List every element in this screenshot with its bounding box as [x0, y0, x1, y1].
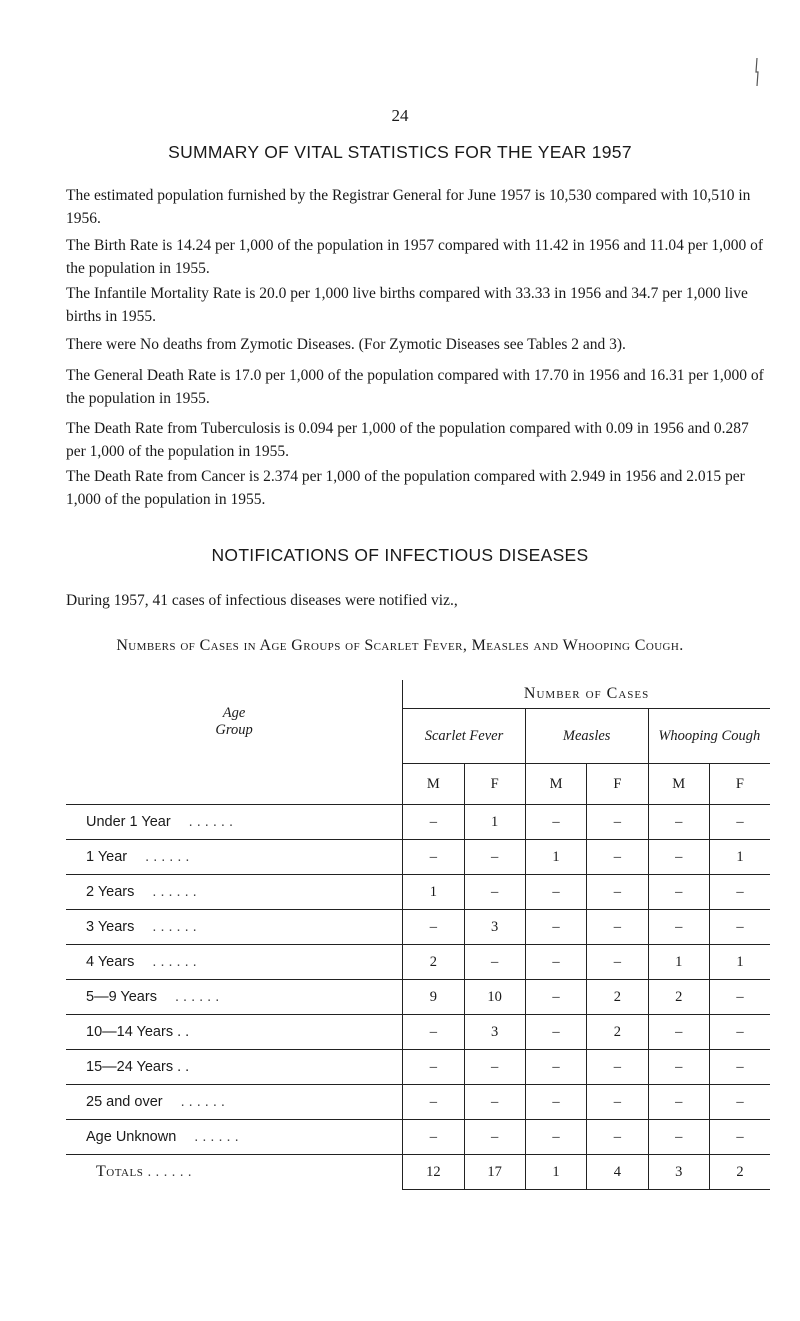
case-count: –: [403, 910, 464, 945]
case-count: 1: [648, 945, 709, 980]
case-count: 2: [403, 945, 464, 980]
case-count: –: [648, 875, 709, 910]
whooping-cough-header: Whooping Cough: [648, 709, 770, 764]
age-group-label-cell: [66, 840, 403, 875]
case-count: 1: [403, 875, 464, 910]
case-count: –: [464, 840, 525, 875]
case-count: 2: [587, 1015, 648, 1050]
table-row: [66, 1050, 770, 1085]
case-count: –: [587, 805, 648, 840]
case-count: –: [709, 1050, 770, 1085]
paragraph-tuberculosis: The Death Rate from Tuberculosis is 0.094 per 1,000 of the population compared with 0.09 in 1956 and 0.287 per 1,000 of the population in 1955.: [66, 420, 749, 460]
case-count: 1: [709, 840, 770, 875]
sex-header-f: F: [709, 764, 770, 805]
margin-mark: [752, 56, 762, 88]
age-group-label-cell: [66, 875, 403, 910]
total-value: 17: [464, 1155, 525, 1190]
case-count: –: [403, 1120, 464, 1155]
table-row: [66, 910, 770, 945]
scarlet-fever-header: Scarlet Fever: [403, 709, 526, 764]
age-group-label: 15—24 Years . .: [86, 1059, 190, 1075]
case-count: –: [525, 875, 586, 910]
age-group-label: 5—9 Years: [86, 989, 157, 1005]
case-count: –: [403, 1085, 464, 1120]
case-count: –: [525, 1050, 586, 1085]
table-row: [66, 805, 770, 840]
case-count: –: [403, 840, 464, 875]
case-count: –: [464, 945, 525, 980]
case-count: 2: [587, 980, 648, 1015]
case-count: 1: [525, 840, 586, 875]
age-group-label: 4 Years: [86, 954, 135, 970]
cases-table: [66, 680, 770, 1190]
case-count: 1: [709, 945, 770, 980]
age-group-label-cell: [66, 945, 403, 980]
case-count: –: [587, 1085, 648, 1120]
case-count: –: [709, 1085, 770, 1120]
case-count: –: [709, 980, 770, 1015]
case-count: –: [709, 1120, 770, 1155]
case-count: –: [709, 875, 770, 910]
paragraph-cancer: The Death Rate from Cancer is 2.374 per 1,000 of the population compared with 2.949 in 1956 and 2.015 per 1,000 of the population in 1955.: [66, 468, 745, 508]
case-count: –: [709, 1015, 770, 1050]
age-group-label-cell: [66, 805, 403, 840]
case-count: –: [525, 1015, 586, 1050]
totals-leader: . . . . . .: [147, 1164, 192, 1181]
table-row: [66, 1085, 770, 1120]
case-count: –: [648, 1015, 709, 1050]
paragraph-zymotic: There were No deaths from Zymotic Diseases. (For Zymotic Diseases see Tables 2 and 3).: [66, 336, 626, 353]
case-count: 3: [464, 910, 525, 945]
case-count: 10: [464, 980, 525, 1015]
total-value: 2: [709, 1155, 770, 1190]
age-group-label: 10—14 Years . .: [86, 1024, 190, 1040]
header-spacer: [66, 764, 403, 805]
cases-table-wrapper: [0, 680, 800, 1181]
notifications-intro: During 1957, 41 cases of infectious diseases were notified viz.,: [66, 592, 458, 609]
notifications-heading: NOTIFICATIONS OF INFECTIOUS DISEASES: [211, 545, 589, 565]
age-header-line-2: Group: [215, 721, 253, 738]
table-row: [66, 875, 770, 910]
case-count: –: [648, 840, 709, 875]
sex-header-m: M: [403, 764, 464, 805]
dot-leader: . . . . . .: [188, 814, 233, 830]
case-count: –: [525, 1085, 586, 1120]
case-count: –: [525, 805, 586, 840]
case-count: 9: [403, 980, 464, 1015]
age-group-label-cell: [66, 1015, 403, 1050]
age-group-label: 1 Year: [86, 849, 128, 865]
case-count: –: [464, 1120, 525, 1155]
age-group-label-cell: [66, 910, 403, 945]
paragraph-population: The estimated population furnished by the Registrar General for June 1957 is 10,530 compared with 10,510 in 1956.: [66, 187, 751, 227]
case-count: 2: [648, 980, 709, 1015]
table-caption: Numbers of Cases in Age Groups of Scarlet Fever, Measles and Whooping Cough.: [116, 637, 684, 654]
page-number: 24: [391, 106, 409, 125]
case-count: –: [587, 875, 648, 910]
case-count: –: [403, 805, 464, 840]
table-body: [66, 805, 770, 1155]
dot-leader: . . . . . .: [145, 849, 190, 865]
sex-header-f: F: [587, 764, 648, 805]
case-count: –: [464, 1085, 525, 1120]
case-count: 3: [464, 1015, 525, 1050]
case-count: –: [587, 1050, 648, 1085]
case-count: –: [648, 1050, 709, 1085]
case-count: –: [525, 1120, 586, 1155]
sex-header-m: M: [525, 764, 586, 805]
dot-leader: . . . . . .: [180, 1094, 225, 1110]
age-group-label: 2 Years: [86, 884, 135, 900]
summary-heading: SUMMARY OF VITAL STATISTICS FOR THE YEAR 1957: [168, 142, 632, 162]
table-row: [66, 1015, 770, 1050]
dot-leader: . . . . . .: [194, 1129, 239, 1145]
total-value: 12: [403, 1155, 464, 1190]
case-count: –: [587, 945, 648, 980]
age-group-label: 25 and over: [86, 1094, 163, 1110]
case-count: –: [587, 840, 648, 875]
dot-leader: . . . . . .: [152, 884, 197, 900]
case-count: 1: [464, 805, 525, 840]
table-row: [66, 980, 770, 1015]
totals-label: [66, 1155, 403, 1190]
measles-header: Measles: [525, 709, 648, 764]
case-count: –: [464, 875, 525, 910]
case-count: –: [648, 910, 709, 945]
case-count: –: [403, 1050, 464, 1085]
paragraph-birth-rate: The Birth Rate is 14.24 per 1,000 of the population in 1957 compared with 11.42 in 1956 and 11.04 per 1,000 of the population in 1955.: [66, 237, 764, 277]
age-group-label-cell: [66, 1085, 403, 1120]
dot-leader: . . . . . .: [152, 919, 197, 935]
case-count: –: [648, 1085, 709, 1120]
totals-label-text: Totals: [96, 1163, 144, 1181]
age-header-line-1: Age: [222, 704, 246, 721]
age-group-label-cell: [66, 980, 403, 1015]
age-group-label: Under 1 Year: [86, 814, 171, 830]
case-count: –: [464, 1050, 525, 1085]
age-group-header: [66, 680, 403, 764]
paragraph-general-death-rate: The General Death Rate is 17.0 per 1,000 of the population compared with 17.70 in 1956 and 16.31 per 1,000 of the population in 1955.: [66, 367, 764, 407]
paragraph-infantile-mortality: The Infantile Mortality Rate is 20.0 per 1,000 live births compared with 33.33 in 1956 and 34.7 per 1,000 live births in 1955.: [66, 285, 748, 325]
table-row: [66, 840, 770, 875]
age-group-label-cell: [66, 1120, 403, 1155]
case-count: –: [709, 910, 770, 945]
age-group-label: Age Unknown: [86, 1129, 177, 1145]
table-row: [66, 1120, 770, 1155]
case-count: –: [648, 1120, 709, 1155]
dot-leader: . . . . . .: [152, 954, 197, 970]
sex-header-f: F: [464, 764, 525, 805]
age-group-label: 3 Years: [86, 919, 135, 935]
age-group-label-cell: [66, 1050, 403, 1085]
case-count: –: [648, 805, 709, 840]
case-count: –: [525, 945, 586, 980]
case-count: –: [709, 805, 770, 840]
case-count: –: [525, 980, 586, 1015]
dot-leader: . . . . . .: [174, 989, 220, 1005]
case-count: –: [587, 1120, 648, 1155]
case-count: –: [525, 910, 586, 945]
case-count: –: [587, 910, 648, 945]
total-value: 1: [525, 1155, 586, 1190]
total-value: 4: [587, 1155, 648, 1190]
table-row: [66, 945, 770, 980]
sex-header-m: M: [648, 764, 709, 805]
total-value: 3: [648, 1155, 709, 1190]
case-count: –: [403, 1015, 464, 1050]
number-of-cases-header: Number of Cases: [403, 680, 770, 709]
